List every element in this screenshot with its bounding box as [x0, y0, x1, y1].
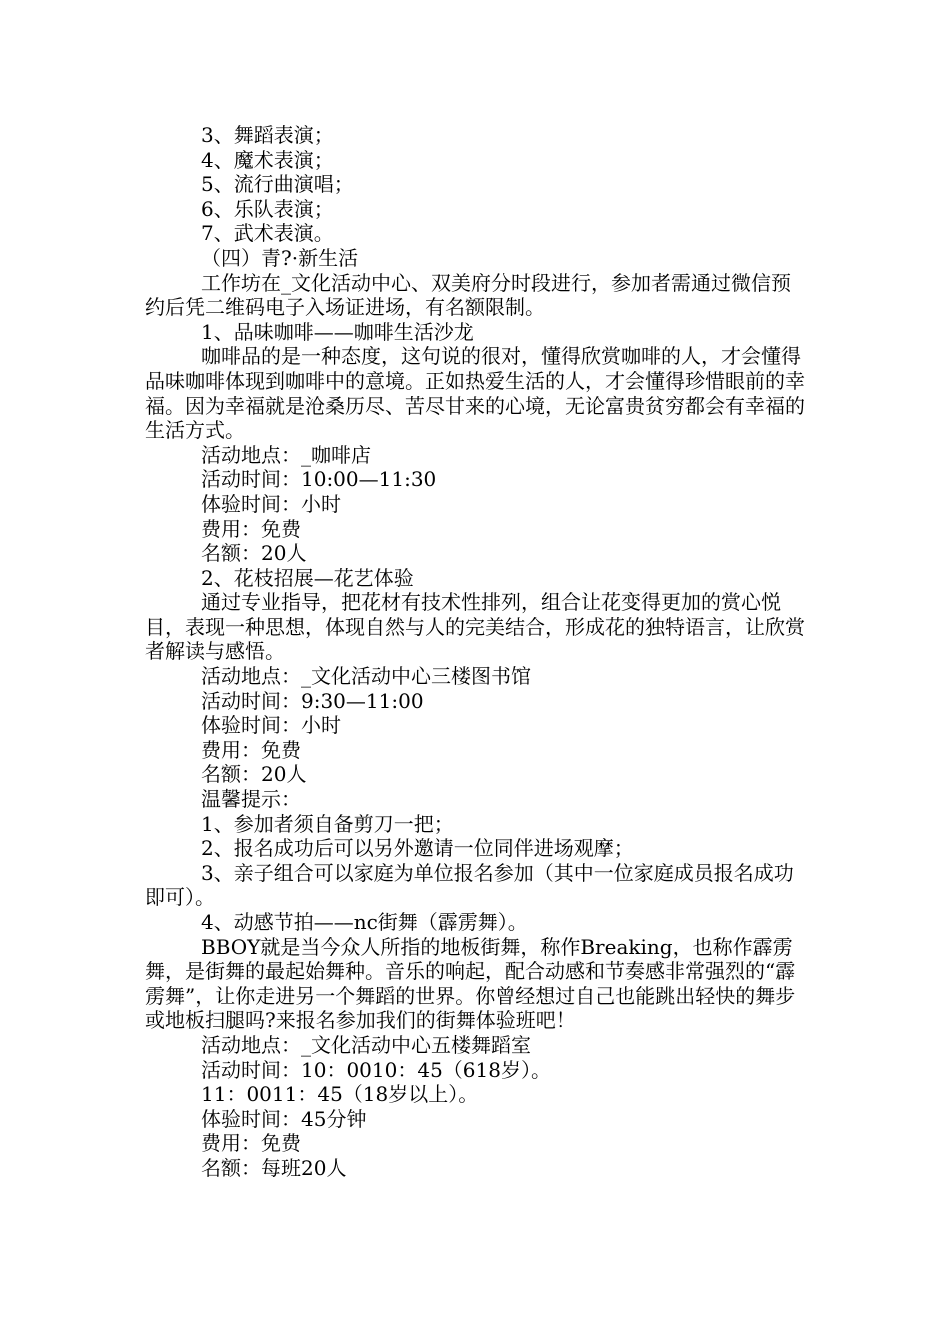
- dance-location: 活动地点：_文化活动中心五楼舞蹈室: [201, 1032, 531, 1057]
- tips-heading: 温馨提示：: [201, 787, 301, 812]
- flower-fee: 费用：免费: [201, 737, 301, 762]
- subheading-coffee: 1、品味咖啡——咖啡生活沙龙: [201, 319, 474, 344]
- subheading-street-dance: 4、动感节拍——nc街舞（霹雳舞）。: [201, 910, 528, 934]
- flower-time: 活动时间：9:30—11:00: [201, 688, 424, 713]
- tip-family: 3、亲子组合可以家庭为单位报名参加（其中一位家庭成员报名成功即可）。: [145, 860, 794, 910]
- coffee-location: 活动地点：_咖啡店: [201, 442, 371, 467]
- subheading-flower: 2、花枝招展—花艺体验: [201, 565, 414, 590]
- coffee-fee: 费用：免费: [201, 516, 301, 541]
- list-item-pop-song: 5、流行曲演唱；: [201, 172, 354, 197]
- list-item-band: 6、乐队表演；: [201, 196, 334, 221]
- paragraph-bboy: BBOY就是当今众人所指的地板街舞，称作Breaking，也称作霹雳舞，是街舞的最起始舞种。音乐的响起，配合动感和节奏感非常强烈的“霹雳舞”，让你走进另一个舞蹈的世界。你曾经想过自己也能跳出轻快的舞步或地板扫腿吗?来报名参加我们的街舞体验班吧！: [145, 934, 796, 1033]
- dance-duration: 体验时间：45分钟: [201, 1106, 367, 1131]
- coffee-time: 活动时间：10:00—11:30: [201, 467, 437, 492]
- paragraph-workshop-intro: 工作坊在_文化活动中心、双美府分时段进行，参加者需通过微信预约后凭二维码电子入场证进场，有名额限制。: [145, 270, 791, 320]
- document-body: [145, 123, 807, 1181]
- list-item-martial-arts: 7、武术表演。: [201, 221, 334, 246]
- dance-time-adult: 11：0011：45（18岁以上）。: [201, 1082, 479, 1107]
- flower-location: 活动地点：_文化活动中心三楼图书馆: [201, 664, 531, 689]
- coffee-duration: 体验时间：小时: [201, 491, 341, 516]
- paragraph-flower: 通过专业指导，把花材有技术性排列，组合让花变得更加的赏心悦目，表现一种思想，体现自然与人的完美结合，形成花的独特语言，让欣赏者解读与感悟。: [145, 590, 805, 664]
- dance-time-youth: 活动时间：10：0010：45（618岁）。: [201, 1057, 551, 1082]
- flower-duration: 体验时间：小时: [201, 713, 341, 738]
- tip-companion: 2、报名成功后可以另外邀请一位同伴进场观摩；: [201, 836, 634, 861]
- tip-scissors: 1、参加者须自备剪刀一把；: [201, 811, 454, 836]
- dance-fee: 费用：免费: [201, 1131, 301, 1156]
- list-item-magic: 4、魔术表演；: [201, 147, 334, 172]
- paragraph-coffee: 咖啡品的是一种态度，这句说的很对，懂得欣赏咖啡的人，才会懂得品味咖啡体现到咖啡中的意境。正如热爱生活的人，才会懂得珍惜眼前的幸福。因为幸福就是沧桑历尽、苦尽甘来的心境，无论富贵贫穷都会有幸福的生活方式。: [145, 344, 805, 443]
- flower-quota: 名额：20人: [201, 762, 307, 787]
- coffee-quota: 名额：20人: [201, 541, 307, 566]
- list-item-dance: 3、舞蹈表演；: [201, 123, 334, 147]
- dance-quota: 名额：每班20人: [201, 1155, 347, 1180]
- section-heading-new-life: （四）青?·新生活: [201, 245, 359, 270]
